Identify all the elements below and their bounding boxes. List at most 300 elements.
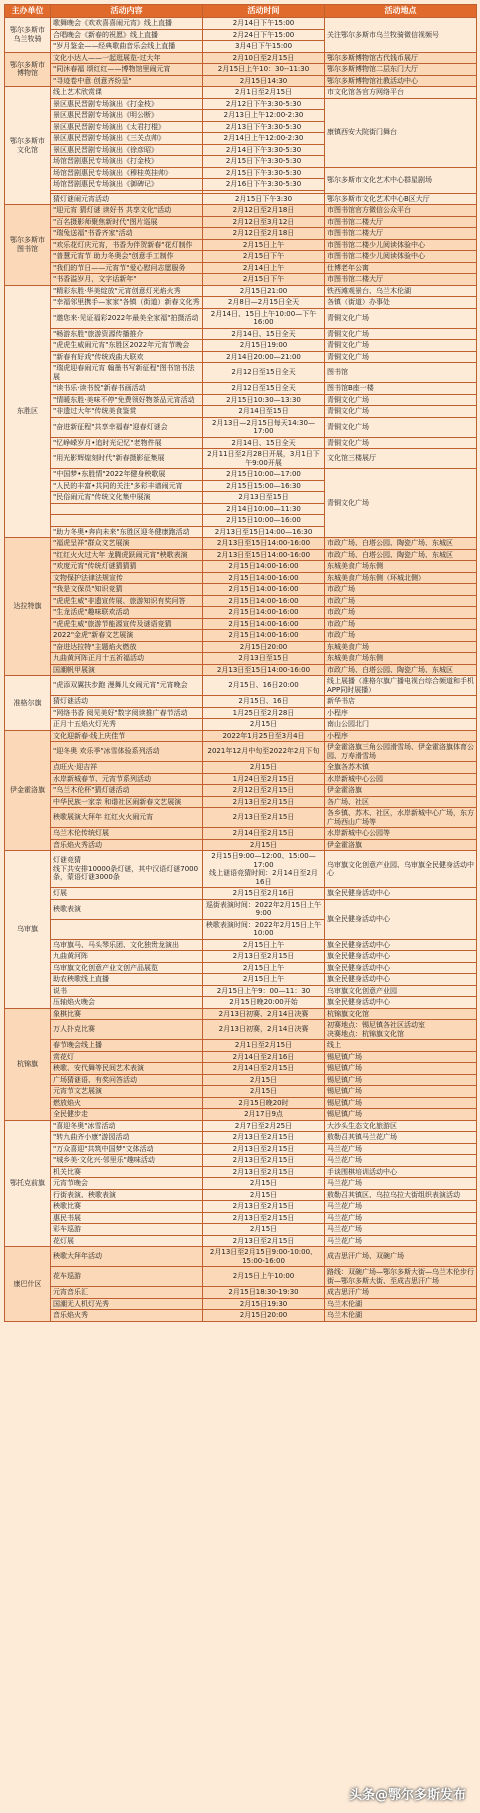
table-row <box>5 308 477 328</box>
place-cell: 伊金霍洛旗 <box>325 785 477 797</box>
table-row <box>5 98 477 110</box>
content-cell: 秧歌大拜年活动 <box>51 1247 203 1267</box>
table-row <box>5 1178 477 1190</box>
table-row <box>5 1212 477 1224</box>
content-cell <box>51 919 203 939</box>
place-cell: 伊金霍洛旗三角公园滑雪场、伊金霍洛旗体育公园、万寿滑雪场 <box>325 742 477 762</box>
content-cell: "万众喜迎"共筑中国梦"文体活动 <box>51 1143 203 1155</box>
content-cell: "幸福邻里携手—家家"各镇（街道）新春文化秀 <box>51 297 203 309</box>
time-cell: 2月12日至3月12日 <box>203 216 325 228</box>
time-cell: 2月15日晚20时 <box>203 1097 325 1109</box>
table-row <box>5 664 477 676</box>
organizer-cell: 康巴什区 <box>5 1247 51 1322</box>
place-cell: 市图书馆二楼少儿阅读体验中心 <box>325 239 477 251</box>
table-row <box>5 1201 477 1213</box>
table-row <box>5 205 477 217</box>
table-row <box>5 888 477 900</box>
place-cell: 路线：双碗广场—鄂尔多斯大街—乌兰木伦步行街—鄂尔多斯大街、至成吉思汗广场 <box>325 1267 477 1287</box>
time-cell: 2月13日至2月15日 <box>203 1201 325 1213</box>
content-cell: 九曲黄河阵 <box>51 951 203 963</box>
content-cell: 点旺火·迎吉祥 <box>51 762 203 774</box>
time-cell: 2月15日 <box>203 719 325 731</box>
place-cell: 敖勒召其镇马兰花广场 <box>325 1132 477 1144</box>
place-cell: 青铜文化广场 <box>325 328 477 340</box>
time-cell: 2月14日、15日上午10:00—下午16:00 <box>203 308 325 328</box>
content-cell: "书香溢岁月，文字话新年" <box>51 274 203 286</box>
watermark: 头条@鄂尔多斯发布 <box>348 1788 466 1803</box>
table-row <box>5 351 477 363</box>
time-cell: 2月15日下午3:30 <box>203 193 325 205</box>
time-cell: 2月24日下午15:00 <box>203 29 325 41</box>
table-row <box>5 469 477 481</box>
content-cell: "用光影辉煌刻时代"新春摄影征集展 <box>51 449 203 469</box>
content-cell: "红红火火过大年 龙腾虎跃闹元宵"秧歌表演 <box>51 549 203 561</box>
table-row <box>5 1109 477 1121</box>
content-cell: 猜灯谜闹元宵活动 <box>51 193 203 205</box>
place-cell: 乌兰木伦湖 <box>325 1298 477 1310</box>
place-cell: 马兰花广场 <box>325 1235 477 1247</box>
organizer-cell: 达拉特旗 <box>5 538 51 676</box>
table-row <box>5 572 477 584</box>
time-cell: 2月15日14:00-16:00 <box>203 630 325 642</box>
content-cell: 正月十五焰火灯光秀 <box>51 719 203 731</box>
time-cell: 2月13日至2月15日 <box>203 951 325 963</box>
place-cell: 成吉思汗广场、双碗广场 <box>325 1247 477 1267</box>
time-cell: 2月13日初赛，2月14日决赛 <box>203 1020 325 1040</box>
time-cell: 2月12日下午3:30-5:30 <box>203 98 325 110</box>
time-cell: 2月1日至2月15日 <box>203 87 325 99</box>
content-cell: "瑞虎迎春闹元宵 翰墨书写新征程"图书馆书法展 <box>51 363 203 383</box>
content-cell: "中国梦•东胜情"2022年健身秧歌展 <box>51 469 203 481</box>
table-row <box>5 1247 477 1267</box>
content-cell: 文化迎新春·线上庆佳节 <box>51 730 203 742</box>
table-row <box>5 618 477 630</box>
time-cell: 2月15日14:00-16:00 <box>203 595 325 607</box>
content-cell: "奋进新征程"共享幸福春"迎春灯谜会 <box>51 417 203 437</box>
place-cell: 锡尼镇广场 <box>325 1074 477 1086</box>
time-cell: 2月15日上午10:00 <box>203 1267 325 1287</box>
table-header-row <box>5 5 477 18</box>
table-row <box>5 193 477 205</box>
place-cell: 旗全民健身活动中心 <box>325 888 477 900</box>
content-cell: 中华民族一家亲 和谐社区闹新春文艺展演 <box>51 796 203 808</box>
content-cell: "民俗闹元宵"传统文化集中展演 <box>51 492 203 504</box>
content-cell: 惠民书展 <box>51 1212 203 1224</box>
content-cell: 赏花灯 <box>51 1051 203 1063</box>
place-cell: 东城美食广场 <box>325 641 477 653</box>
table-row <box>5 607 477 619</box>
content-cell: "乌兰木伦杯"猜灯谜活动 <box>51 785 203 797</box>
table-row <box>5 406 477 418</box>
content-cell: "喜迎冬奥"冰雪活动 <box>51 1120 203 1132</box>
place-cell: 乌审旗文化创意产业园 <box>325 985 477 997</box>
content-cell: "奋进达拉特"主题焰火燃放 <box>51 641 203 653</box>
place-cell: 青铜文化广场 <box>325 308 477 328</box>
organizer-cell: 杭锦旗 <box>5 1008 51 1120</box>
place-cell: 旗全民健身活动中心 <box>325 899 477 939</box>
place-cell: 锡尼镇广场 <box>325 1063 477 1075</box>
content-cell: 秧歌表演 <box>51 899 203 919</box>
table-row <box>5 1086 477 1098</box>
place-cell: 旗全民健身活动中心 <box>325 962 477 974</box>
place-cell: 东城美食广场东侧（环城北侧） <box>325 572 477 584</box>
content-cell: 场馆晋剧惠民专场演出《打金枝》 <box>51 156 203 168</box>
time-cell: 2月13日至15日14:00—16:30 <box>203 526 325 538</box>
place-cell: 青铜文化广场 <box>325 351 477 363</box>
time-cell: 2月15日上午 <box>203 239 325 251</box>
content-cell: "普慧元宵节 助力冬奥会"创意手工制作 <box>51 251 203 263</box>
table-body <box>5 18 477 1322</box>
place-cell: 市图书馆二楼少儿阅读体验中心 <box>325 251 477 263</box>
time-cell: 2月15日至2月16日 <box>203 888 325 900</box>
content-cell: "邀您来·见证福彩2022年最美全家福"拍摄活动 <box>51 308 203 328</box>
time-cell: 2月15日下午 <box>203 251 325 263</box>
time-cell: 1月24日至2月15日 <box>203 773 325 785</box>
table-row <box>5 707 477 719</box>
content-cell: 广场猜谜语、有奖问答活动 <box>51 1074 203 1086</box>
table-row <box>5 1298 477 1310</box>
time-cell: 2月13日至2月15日 <box>203 1143 325 1155</box>
place-cell: 马兰花广场 <box>325 1178 477 1190</box>
time-cell: 2月15日15:00—16:30 <box>203 480 325 492</box>
content-cell: "迎冬奥 欢乐季"冰雪体验系列活动 <box>51 742 203 762</box>
place-cell: 鄂尔多斯市文化艺术中心B区大厅 <box>325 193 477 205</box>
table-row <box>5 1166 477 1178</box>
content-cell: 说书 <box>51 985 203 997</box>
content-cell: "畅游东胜"旅游资源传播推介 <box>51 328 203 340</box>
time-cell: 2月15日、16日 <box>203 696 325 708</box>
time-cell: 2月13日上午12:00-2:30 <box>203 110 325 122</box>
content-cell: 行街表演、秧歌表演 <box>51 1189 203 1201</box>
time-cell: 2月15日 <box>203 762 325 774</box>
place-cell: 东城美食广场东侧 <box>325 561 477 573</box>
content-cell: 音乐焰火秀活动 <box>51 839 203 851</box>
content-cell: 乌兰木伦传统灯展 <box>51 828 203 840</box>
content-cell: "欢度元宵"传统灯谜猜猜猜 <box>51 561 203 573</box>
time-cell: 2月12日至2月18日 <box>203 205 325 217</box>
content-cell: 秧歌、安代舞等民间艺术表演 <box>51 1063 203 1075</box>
content-cell: "虎添双翼扶步跑 漫舞儿女闹元宵"元宵晚会 <box>51 676 203 696</box>
table-row <box>5 584 477 596</box>
place-cell: 各乡镇、苏木、社区，水岸新城中心广场，东方广场西山广场等 <box>325 808 477 828</box>
organizer-cell: 东胜区 <box>5 285 51 538</box>
table-row <box>5 828 477 840</box>
place-cell: 市政广场、白塔公园、陶瓷广场、东城区 <box>325 664 477 676</box>
time-cell: 2月12日至15日全天 <box>203 363 325 383</box>
time-cell: 2月13日下午3:30-5:30 <box>203 121 325 133</box>
content-cell: 元宵节晚会 <box>51 1178 203 1190</box>
content-cell: "助力冬奥•奔向未来"东胜区迎冬健康跑活动 <box>51 526 203 538</box>
place-cell: 成吉思汗广场 <box>325 1287 477 1299</box>
table-row <box>5 1051 477 1063</box>
content-cell: "我们的节日——元宵节"爱心慰问志愿服务 <box>51 262 203 274</box>
content-cell: 花车巡游 <box>51 1267 203 1287</box>
content-cell: 猜灯谜活动 <box>51 696 203 708</box>
organizer-cell: 伊金霍洛旗 <box>5 730 51 851</box>
table-row <box>5 1310 477 1322</box>
time-cell: 2月12日至2月18日 <box>203 228 325 240</box>
content-cell: "寻迹卷中意 创意齐纷呈" <box>51 75 203 87</box>
place-cell: 各广场、社区 <box>325 796 477 808</box>
time-cell: 2月14日、15日全天 <box>203 328 325 340</box>
content-cell: 文物保护法律法规宣传 <box>51 572 203 584</box>
place-cell: 仕博老年公寓 <box>325 262 477 274</box>
time-cell: 2月15日20:00 <box>203 641 325 653</box>
content-cell: "我是文保员"知识竞猜 <box>51 584 203 596</box>
table-row <box>5 653 477 665</box>
time-cell: 2月14日上午 <box>203 262 325 274</box>
time-cell: 2021年12月中旬至2022年2月下旬 <box>203 742 325 762</box>
organizer-cell: 鄂尔多斯市图书馆 <box>5 205 51 286</box>
table-row <box>5 363 477 383</box>
time-cell: 2月14日至2月15日 <box>203 828 325 840</box>
place-cell: 小程序 <box>325 730 477 742</box>
place-cell: 鄂尔多斯博物馆二层东门大厅 <box>325 64 477 76</box>
place-cell: 马兰花广场 <box>325 1224 477 1236</box>
place-cell: 敖勒召其镇区、乌拉乌拉大街组织表演活动 <box>325 1189 477 1201</box>
time-cell: 2月15日 <box>203 1086 325 1098</box>
time-cell: 2月15日 <box>203 1074 325 1086</box>
time-cell: 2月15日14:00-16:00 <box>203 572 325 584</box>
time-cell: 2月13日至2月15日 <box>203 808 325 828</box>
table-row <box>5 1189 477 1201</box>
place-cell: 旗全民健身活动中心 <box>325 951 477 963</box>
place-cell: 文化馆三楼展厅 <box>325 449 477 469</box>
place-cell: 南山公园北门 <box>325 719 477 731</box>
place-cell: 锡尼镇广场 <box>325 1097 477 1109</box>
place-cell: 锡尼镇广场 <box>325 1109 477 1121</box>
time-cell: 2月14日上午12:00-2:30 <box>203 133 325 145</box>
time-cell: 2月15日上午9：00—11：30 <box>203 985 325 997</box>
time-cell: 2月13日至2月15日 <box>203 1235 325 1247</box>
table-row <box>5 796 477 808</box>
time-cell: 2月15日上午 <box>203 939 325 951</box>
place-cell: 市图书馆官方微信公众平台 <box>325 205 477 217</box>
time-cell: 1月25日至2月28日 <box>203 707 325 719</box>
time-cell: 2月17日9点 <box>203 1109 325 1121</box>
place-cell: 水岸新城中心公园等 <box>325 828 477 840</box>
content-cell: "读书乐·读书悦"新春书画活动 <box>51 383 203 395</box>
table-row <box>5 1063 477 1075</box>
content-cell: 象棋比赛 <box>51 1008 203 1020</box>
table-row <box>5 75 477 87</box>
time-cell: 2月10日至2月15日 <box>203 52 325 64</box>
place-cell: 青铜文化广场 <box>325 394 477 406</box>
time-cell: 2022年1月25日至3月4日 <box>203 730 325 742</box>
table-row <box>5 52 477 64</box>
table-row <box>5 437 477 449</box>
content-cell: "非遗过大年"传统美食鉴赏 <box>51 406 203 418</box>
content-cell: 乌审旗文化创意产业文创产品展览 <box>51 962 203 974</box>
place-cell: 鄂尔多斯市文化艺术中心群星剧场 <box>325 167 477 193</box>
content-cell: 水岸新城春节、元宵节系列活动 <box>51 773 203 785</box>
content-cell: "欢乐花灯庆元宵，书香为伴贺新春"花灯制作 <box>51 239 203 251</box>
content-cell: 景区惠民晋剧专场演出《三关点帅》 <box>51 133 203 145</box>
content-cell: 灯展 <box>51 888 203 900</box>
place-cell: 铁西滩观景台、乌兰木伦湖 <box>325 285 477 297</box>
content-cell: 灯谜竞猜 线下共安排10000条灯谜，其中汉语灯谜7000条，蒙语灯谜3000条 <box>51 851 203 888</box>
place-cell: 旗全民健身活动中心 <box>325 997 477 1009</box>
content-cell: "虎虎生威"旅游节能源宣传及谜语竞猜 <box>51 618 203 630</box>
table-row <box>5 394 477 406</box>
time-cell: 2月13日至15日14:00-16:00 <box>203 538 325 550</box>
table-row <box>5 899 477 919</box>
table-row <box>5 1155 477 1167</box>
content-cell: 花灯展 <box>51 1235 203 1247</box>
content-cell: "情暖东胜·美味不停"免费领好物茶品元宵活动 <box>51 394 203 406</box>
content-cell: 景区惠民晋剧专场演出《明公断》 <box>51 110 203 122</box>
organizer-cell: 乌审旗 <box>5 851 51 1009</box>
place-cell: 锡尼镇广场 <box>325 1086 477 1098</box>
content-cell: "人民的丰富•共同的关注"多彩丰谱闹元宵 <box>51 480 203 492</box>
table-row <box>5 1235 477 1247</box>
content-cell: 景区惠民晋剧专场演出《打金枝》 <box>51 98 203 110</box>
content-cell: 助农秧歌线上直播 <box>51 974 203 986</box>
time-cell: 2月13日至15日 <box>203 653 325 665</box>
table-row <box>5 216 477 228</box>
header-time: 活动时间 <box>203 5 325 18</box>
time-cell: 2月12日至2月15日 <box>203 785 325 797</box>
table-row <box>5 997 477 1009</box>
content-cell: 合唱晚会《新春的祝愿》线上直播 <box>51 29 203 41</box>
table-row <box>5 951 477 963</box>
time-cell: 2月15日18:30-19:30 <box>203 1287 325 1299</box>
table-row <box>5 595 477 607</box>
content-cell: "虎虎生威"非遗宣传展、旅游知识有奖问答 <box>51 595 203 607</box>
time-cell: 2月15日19:30 <box>203 1298 325 1310</box>
table-row <box>5 228 477 240</box>
place-cell: 线上展播（准格尔旗广播电视台综合频道和手机APP同时展播） <box>325 676 477 696</box>
time-cell: 2月13日—2月15日每天14:30—17:00 <box>203 417 325 437</box>
content-cell: 2022"金虎"新春文艺展演 <box>51 630 203 642</box>
content-cell: "忆峥嵘岁月•追时光记忆"老物件展 <box>51 437 203 449</box>
header-content: 活动内容 <box>51 5 203 18</box>
time-cell: 2月8日—2月15日全天 <box>203 297 325 309</box>
content-cell: "转九曲齐小康"游园活动 <box>51 1132 203 1144</box>
place-cell: 青铜文化广场 <box>325 406 477 418</box>
time-cell: 3月4日下午15:00 <box>203 41 325 53</box>
time-cell: 2月15日14:00-16:00 <box>203 584 325 596</box>
content-cell: "城乡美·文化兴·邻里乐"趣味活动 <box>51 1155 203 1167</box>
table-row <box>5 785 477 797</box>
content-cell: 元宵音乐汇 <box>51 1287 203 1299</box>
content-cell: 国潮无人机灯光秀 <box>51 1298 203 1310</box>
content-cell: 音乐焰火秀 <box>51 1310 203 1322</box>
content-cell: 压轴焰火晚会 <box>51 997 203 1009</box>
time-cell: 2月15日10:00—16:00 <box>203 515 325 527</box>
place-cell: 大沙头生态文化旅游区 <box>325 1120 477 1132</box>
place-cell: 市政广场 <box>325 618 477 630</box>
content-cell: "百名摄影师聚焦新时代"图片巡展 <box>51 216 203 228</box>
place-cell: 市文化馆各官方网络平台 <box>325 87 477 99</box>
place-cell: 市图书馆二楼大厅 <box>325 228 477 240</box>
time-cell: 2月15日20:00 <box>203 1310 325 1322</box>
place-cell: 康镇西安大院街门舞台 <box>325 98 477 167</box>
content-cell: "生龙活虎"趣味联欢活动 <box>51 607 203 619</box>
table-row <box>5 251 477 263</box>
event-schedule-table <box>4 4 477 1322</box>
table-row <box>5 730 477 742</box>
content-cell: "迎元宵 猜灯谜 读好书 共享文化"活动 <box>51 205 203 217</box>
content-cell: "网络书香 阅见美好"数字阅读推广春节活动 <box>51 707 203 719</box>
time-cell: 2月15日10:30—13:30 <box>203 394 325 406</box>
table-row <box>5 1224 477 1236</box>
place-cell: 市政广场 <box>325 595 477 607</box>
content-cell: 景区惠民晋剧专场演出《徐彦昭》 <box>51 144 203 156</box>
time-cell: 2月13日至2月15日 <box>203 1166 325 1178</box>
content-cell: 乌审旗马、马头琴乐团、文化独贵龙演出 <box>51 939 203 951</box>
time-cell: 2月13日至15日14:00-16:00 <box>203 549 325 561</box>
time-cell: 2月15日 <box>203 1178 325 1190</box>
time-cell: 2月15日21:00 <box>203 285 325 297</box>
content-cell: 全民健步走 <box>51 1109 203 1121</box>
place-cell: 小程序 <box>325 707 477 719</box>
content-cell: 景区惠民晋剧专场演出《太君打棍》 <box>51 121 203 133</box>
time-cell: 2月15日 <box>203 1189 325 1201</box>
place-cell: 乌审旗文化创意产业园、乌审旗全民健身活动中心 <box>325 851 477 888</box>
time-cell: 2月15日14:00-16:00 <box>203 561 325 573</box>
table-row <box>5 18 477 30</box>
content-cell: "同沐春福 颂红红——博物馆里闹元宵 <box>51 64 203 76</box>
table-row <box>5 985 477 997</box>
place-cell: 鄂尔多斯博物馆社教活动中心 <box>325 75 477 87</box>
header-organizer: 主办单位 <box>5 5 51 18</box>
place-cell: 旗全民健身活动中心 <box>325 974 477 986</box>
place-cell: 伊金霍洛旗 <box>325 839 477 851</box>
table-row <box>5 87 477 99</box>
place-cell: 市政广场、白塔公园、陶瓷广场、东城区 <box>325 549 477 561</box>
time-cell: 2月14日至15日 <box>203 406 325 418</box>
place-cell: 关注鄂尔多斯市乌兰牧骑微信视频号 <box>325 18 477 53</box>
time-cell: 2月15日14:00-16:00 <box>203 607 325 619</box>
time-cell: 2月13日至15日14:00-16:00 <box>203 664 325 676</box>
place-cell: 全旗各苏木镇 <box>325 762 477 774</box>
place-cell: 市政广场 <box>325 630 477 642</box>
place-cell: 线上 <box>325 1040 477 1052</box>
place-cell: 杭锦旗文化馆 <box>325 1008 477 1020</box>
content-cell <box>51 503 203 515</box>
place-cell: 乌兰木伦湖 <box>325 1310 477 1322</box>
time-cell: 2月14日至2月15日 <box>203 1063 325 1075</box>
content-cell: 国潮帆甲展演 <box>51 664 203 676</box>
place-cell: 市政广场 <box>325 607 477 619</box>
table-row <box>5 1040 477 1052</box>
table-row <box>5 538 477 550</box>
content-cell: 场馆晋剧惠民专场演出《穆桂英挂帅》 <box>51 167 203 179</box>
content-cell: 彩车巡游 <box>51 1224 203 1236</box>
time-cell: 2月15日上午 <box>203 962 325 974</box>
place-cell: 各镇（街道）办事处 <box>325 297 477 309</box>
place-cell: 马兰花广场 <box>325 1155 477 1167</box>
table-row <box>5 328 477 340</box>
organizer-cell: 鄂尔多斯市博物馆 <box>5 52 51 87</box>
content-cell: "岁月鉴金——经典歌曲音乐会线上直播 <box>51 41 203 53</box>
place-cell: 市政广场 <box>325 584 477 596</box>
table-row <box>5 274 477 286</box>
table-row <box>5 1143 477 1155</box>
time-cell: 2月14日至2月16日 <box>203 1051 325 1063</box>
place-cell: 鄂尔多斯博物馆古代钱币展厅 <box>325 52 477 64</box>
content-cell: 歌舞晚会《欢欢喜喜闹元宵》线上直播 <box>51 18 203 30</box>
time-cell: 2月15日 <box>203 839 325 851</box>
table-row <box>5 1267 477 1287</box>
time-cell: 2月14日、15日全天 <box>203 437 325 449</box>
place-cell: 市政广场、白塔公园、陶瓷广场、东城区 <box>325 538 477 550</box>
time-cell: 2月14日下午3:30-5:30 <box>203 144 325 156</box>
place-cell: 锡尼镇广场 <box>325 1051 477 1063</box>
table-row <box>5 239 477 251</box>
table-row <box>5 1020 477 1040</box>
